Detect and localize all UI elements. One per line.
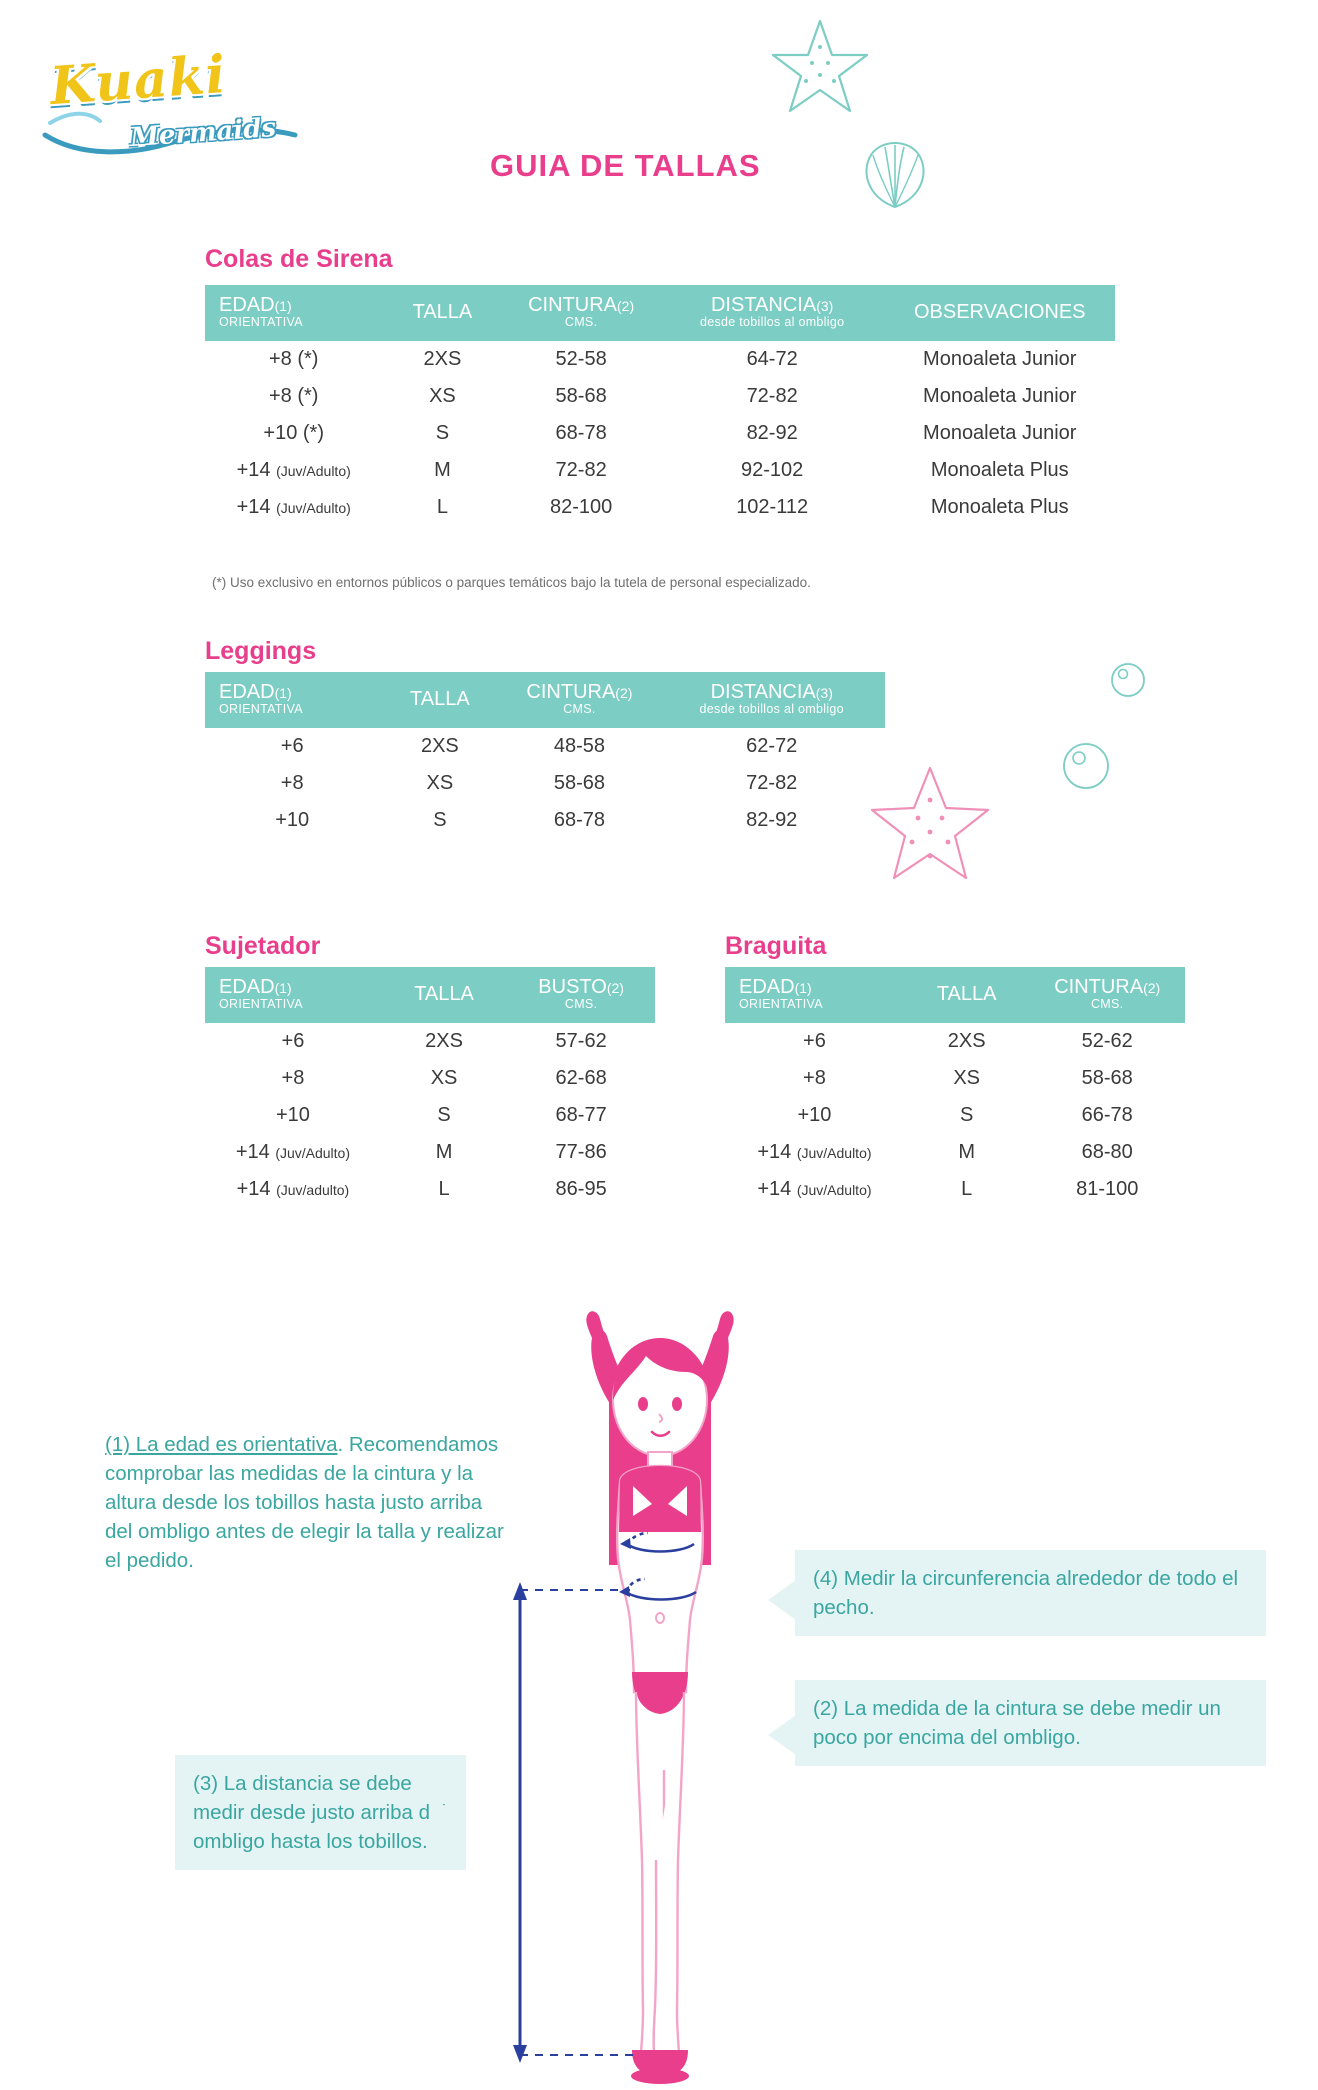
cell-distancia: 102-112 xyxy=(736,496,809,519)
cell-cintura: 68-78 xyxy=(555,422,607,445)
cell-cintura: 48-58 xyxy=(553,735,605,758)
cell-talla: XS xyxy=(430,1067,458,1090)
table-leggings xyxy=(205,672,885,839)
cell-edad: +8 xyxy=(281,1067,305,1090)
cell-cintura: 66-78 xyxy=(1081,1104,1133,1127)
section-title-sujetador: Sujetador xyxy=(205,932,321,960)
cell-busto: 68-77 xyxy=(555,1104,607,1127)
table-row xyxy=(725,1134,1185,1171)
table-header-row xyxy=(205,967,655,1023)
table-braguita xyxy=(725,967,1185,1208)
note-4-text: (4) Medir la circunferencia alrededor de todo el pecho. xyxy=(813,1567,1239,1620)
table-row xyxy=(205,489,1115,526)
table-header-row xyxy=(725,967,1185,1023)
cell-cintura: 58-68 xyxy=(555,385,607,408)
cell-distancia: 64-72 xyxy=(746,348,798,371)
cell-observaciones: Monoaleta Plus xyxy=(930,496,1069,519)
cell-distancia: 62-72 xyxy=(746,735,798,758)
logo-subtitle-text: Mermaids xyxy=(129,112,277,154)
table-row xyxy=(205,1171,655,1208)
col-edad: EDAD(1) ORIENTATIVA xyxy=(725,967,904,1023)
cell-talla: S xyxy=(435,422,450,445)
cell-talla: 2XS xyxy=(947,1030,986,1053)
section-title-colas: Colas de Sirena xyxy=(205,245,393,273)
bubble-large-icon xyxy=(1060,740,1112,792)
page-title: GUIA DE TALLAS xyxy=(490,148,761,183)
note-2-tail xyxy=(768,1715,796,1755)
cell-cintura: 52-62 xyxy=(1081,1030,1133,1053)
cell-cintura: 81-100 xyxy=(1076,1178,1139,1201)
col-talla: TALLA xyxy=(904,967,1030,1023)
table-row xyxy=(725,1097,1185,1134)
cell-talla: M xyxy=(435,1141,453,1164)
cell-edad: +6 xyxy=(280,735,304,758)
cell-distancia: 92-102 xyxy=(741,459,804,482)
cell-edad: +8 xyxy=(803,1067,826,1090)
cell-distancia: 72-82 xyxy=(746,772,798,795)
col-edad: EDAD(1) ORIENTATIVA xyxy=(205,285,382,341)
section-title-braguita: Braguita xyxy=(725,932,827,960)
table-row xyxy=(205,452,1115,489)
logo-brand-text: Kuaki xyxy=(48,43,229,118)
col-distancia: DISTANCIA(3) desde tobillos al ombligo xyxy=(660,285,885,341)
cell-talla: S xyxy=(437,1104,451,1127)
footnote-colas: (*) Uso exclusivo en entornos públicos o parques temáticos bajo la tutela de personal especializado. xyxy=(212,575,811,590)
cell-busto: 77-86 xyxy=(555,1141,607,1164)
note-1-lead: (1) La edad es orientativa xyxy=(105,1433,338,1456)
starfish-top-icon xyxy=(770,15,870,120)
table-row xyxy=(205,1097,655,1134)
table-header-row xyxy=(205,285,1115,341)
table-row xyxy=(725,1023,1185,1060)
cell-edad: +8 (*) xyxy=(268,348,319,371)
section-title-leggings: Leggings xyxy=(205,637,317,665)
cell-edad: +14 (Juv/Adulto) xyxy=(757,1178,872,1201)
cell-distancia: 72-82 xyxy=(746,385,798,408)
table-colas-de-sirena xyxy=(205,285,1115,526)
cell-talla: XS xyxy=(426,772,454,795)
note-3-tail xyxy=(430,1795,460,1839)
cell-edad: +10 xyxy=(275,809,310,832)
table-row xyxy=(205,765,885,802)
cell-observaciones: Monoaleta Plus xyxy=(930,459,1069,482)
col-cintura: CINTURA(2) CMS. xyxy=(502,285,659,341)
cell-cintura: 68-80 xyxy=(1081,1141,1133,1164)
note-3 xyxy=(175,1755,466,1870)
cell-talla: L xyxy=(961,1178,973,1201)
col-edad: EDAD(1) ORIENTATIVA xyxy=(205,967,381,1023)
cell-busto: 57-62 xyxy=(555,1030,607,1053)
table-row xyxy=(205,1134,655,1171)
cell-cintura: 58-68 xyxy=(1081,1067,1133,1090)
cell-talla: S xyxy=(433,809,447,832)
bubble-small-icon xyxy=(1108,660,1148,700)
col-talla: TALLA xyxy=(379,672,500,728)
col-busto: BUSTO(2) CMS. xyxy=(507,967,655,1023)
cell-cintura: 58-68 xyxy=(553,772,605,795)
note-3-text: (3) La distancia se debe medir desde justo arriba del ombligo hasta los tobillos. xyxy=(193,1772,446,1854)
cell-edad: +14 (Juv/Adulto) xyxy=(236,496,351,519)
table-row xyxy=(205,1060,655,1097)
note-4-tail xyxy=(768,1580,796,1620)
table-row xyxy=(205,341,1115,378)
cell-edad: +8 (*) xyxy=(268,385,319,408)
col-talla: TALLA xyxy=(381,967,507,1023)
cell-talla: M xyxy=(434,459,451,482)
table-row xyxy=(205,1023,655,1060)
cell-distancia: 82-92 xyxy=(746,809,798,832)
cell-edad: +8 xyxy=(280,772,304,795)
cell-edad: +14 (Juv/Adulto) xyxy=(236,459,351,482)
table-row xyxy=(205,802,885,839)
cell-talla: 2XS xyxy=(420,735,459,758)
cell-edad: +10 (*) xyxy=(263,422,324,445)
note-2 xyxy=(795,1680,1266,1766)
cell-cintura: 82-100 xyxy=(549,496,613,519)
col-edad: EDAD(1) ORIENTATIVA xyxy=(205,672,379,728)
brand-logo xyxy=(40,40,310,170)
col-observaciones: OBSERVACIONES xyxy=(885,285,1115,341)
table-row xyxy=(205,378,1115,415)
col-cintura: CINTURA(2) CMS. xyxy=(1029,967,1185,1023)
col-talla: TALLA xyxy=(382,285,502,341)
body-measurement-figure xyxy=(470,1300,850,2090)
seashell-icon xyxy=(855,135,935,215)
table-row xyxy=(205,415,1115,452)
cell-edad: +10 xyxy=(797,1104,832,1127)
note-1 xyxy=(105,1430,505,1576)
cell-busto: 62-68 xyxy=(555,1067,607,1090)
cell-edad: +10 xyxy=(275,1104,310,1127)
cell-cintura: 52-58 xyxy=(555,348,607,371)
cell-cintura: 72-82 xyxy=(555,459,607,482)
cell-talla: S xyxy=(959,1104,974,1127)
cell-talla: 2XS xyxy=(423,348,462,371)
cell-talla: M xyxy=(958,1141,975,1164)
cell-edad: +14 (Juv/adulto) xyxy=(236,1178,350,1201)
col-cintura: CINTURA(2) CMS. xyxy=(500,672,658,728)
cell-talla: L xyxy=(436,496,448,519)
cell-edad: +6 xyxy=(803,1030,826,1053)
table-row xyxy=(205,728,885,765)
table-sujetador xyxy=(205,967,655,1208)
cell-talla: L xyxy=(438,1178,450,1201)
cell-edad: +14 (Juv/Adulto) xyxy=(757,1141,872,1164)
col-distancia: DISTANCIA(3) desde tobillos al ombligo xyxy=(658,672,885,728)
note-1-rest: . Recomendamos comprobar las medidas de la cintura y la altura desde los tobillos hasta justo arriba del ombligo antes de elegir la talla y realizar el pedido. xyxy=(105,1433,504,1573)
table-row xyxy=(725,1060,1185,1097)
table-header-row xyxy=(205,672,885,728)
cell-observaciones: Monoaleta Junior xyxy=(923,348,1077,371)
note-4 xyxy=(795,1550,1266,1636)
cell-cintura: 68-78 xyxy=(553,809,605,832)
cell-busto: 86-95 xyxy=(555,1178,607,1201)
cell-edad: +14 (Juv/Adulto) xyxy=(235,1141,351,1164)
cell-observaciones: Monoaleta Junior xyxy=(923,385,1077,408)
table-row xyxy=(725,1171,1185,1208)
cell-talla: XS xyxy=(429,385,456,408)
cell-distancia: 82-92 xyxy=(746,422,798,445)
cell-talla: 2XS xyxy=(425,1030,463,1053)
note-2-text: (2) La medida de la cintura se debe medir un poco por encima del ombligo. xyxy=(813,1697,1221,1750)
cell-edad: +6 xyxy=(281,1030,305,1053)
cell-observaciones: Monoaleta Junior xyxy=(923,422,1077,445)
cell-talla: XS xyxy=(953,1067,980,1090)
